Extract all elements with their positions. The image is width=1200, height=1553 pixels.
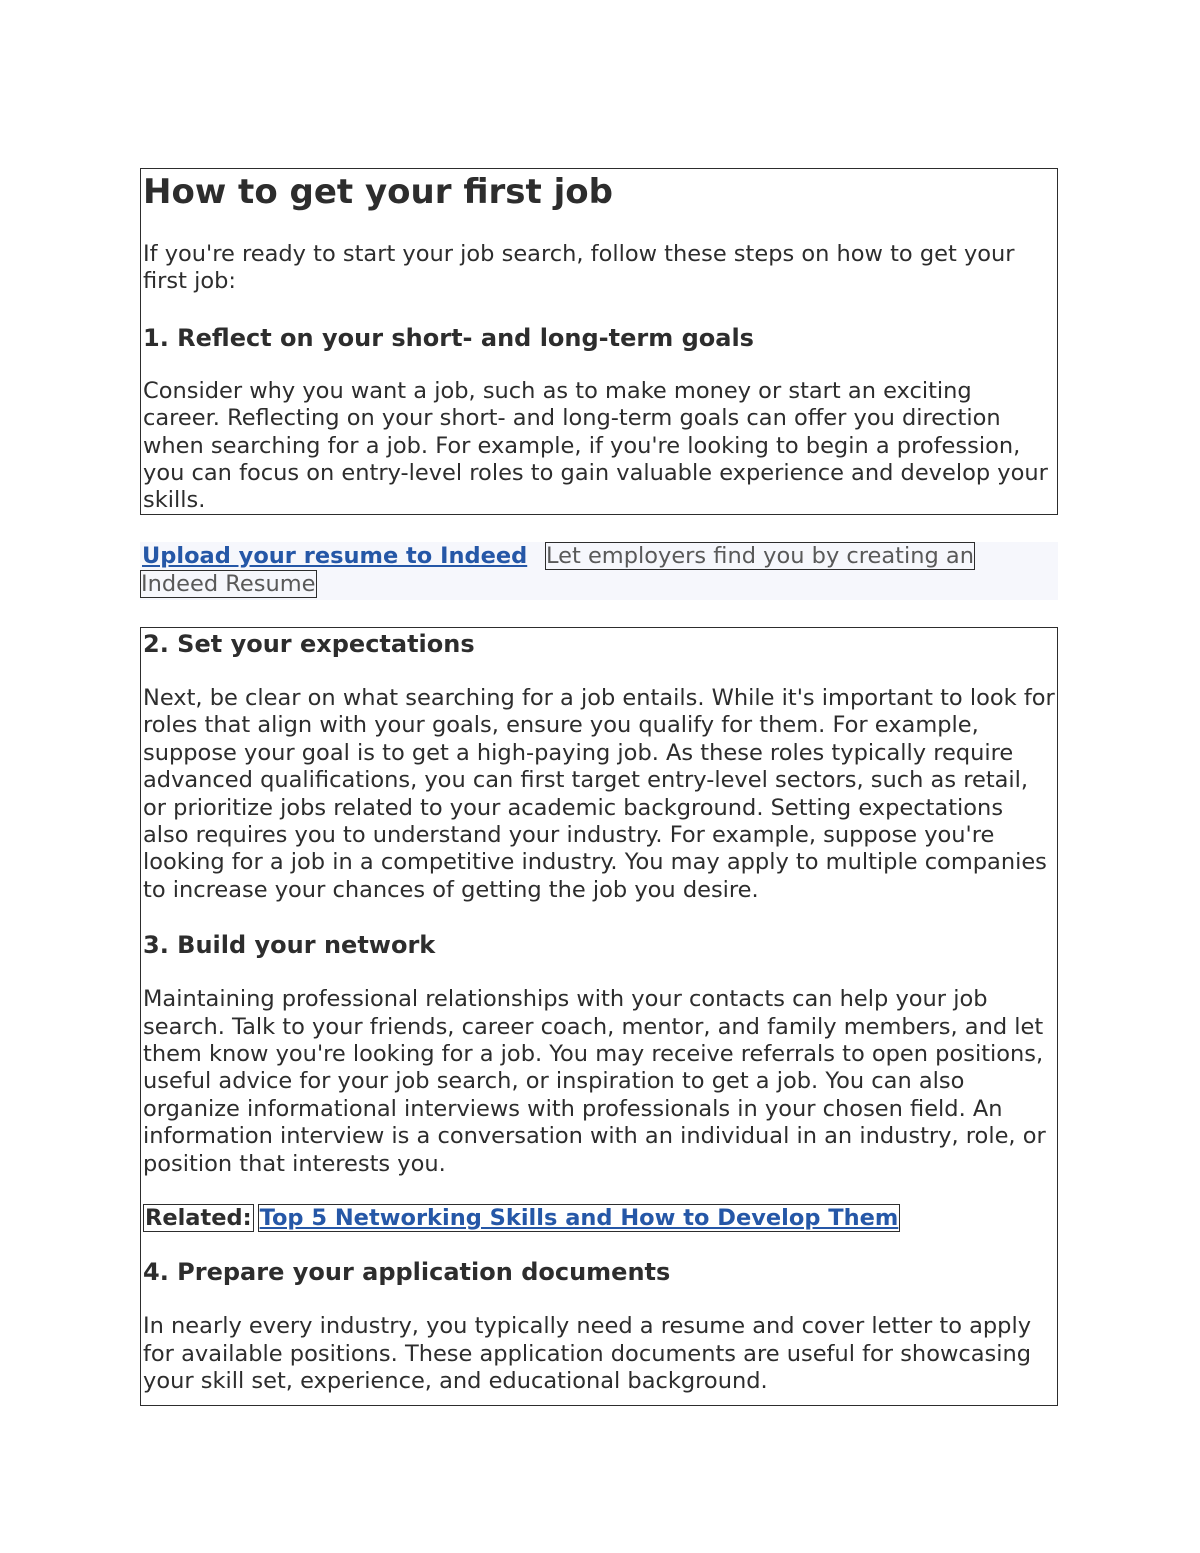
page-title: How to get your first job [143, 172, 613, 212]
upload-resume-link[interactable]: Upload your resume to Indeed [142, 543, 528, 569]
step-1-heading: 1. Reflect on your short- and long-term goals [143, 323, 754, 352]
step-3-body: Maintaining professional relationships with your contacts can help your job search. Talk to your friends, career coach, mentor, and family members, and let them know you're looking for a job. You may receive referrals to open positions, useful advice for your job search, or inspiration to get a job. You can also organize informational interviews with professionals in your chosen field. An information interview is a conversation with an individual in an industry, role, or position that interests you. [143, 986, 1046, 1177]
article-section-2 [140, 627, 1058, 1406]
step-2-heading: 2. Set your expectations [143, 630, 475, 658]
step-4-body: In nearly every industry, you typically need a resume and cover letter to apply for available positions. These application documents are useful for showcasing your skill set, experience, and educational background. [143, 1313, 1032, 1394]
article-section-1 [140, 168, 1058, 515]
intro-paragraph: If you're ready to start your job search, follow these steps on how to get your first job: [143, 241, 1015, 295]
resume-upload-banner [140, 542, 1058, 600]
step-2-body: Next, be clear on what searching for a job entails. While it's important to look for roles that align with your goals, ensure you qualify for them. For example, suppose your goal is to get a high-paying job. As these roles typically require advanced qualifications, you can first target entry-level sectors, such as retail, or prioritize jobs related to your academic background. Setting expectations also requires you to understand your industry. For example, suppose you're looking for a job in a competitive industry. You may apply to multiple companies to increase your chances of getting the job you desire. [143, 685, 1055, 903]
cta-text-line-2: Indeed Resume [141, 571, 316, 597]
step-3-heading: 3. Build your network [143, 931, 436, 960]
step-4-heading: 4. Prepare your application documents [143, 1258, 671, 1287]
related-article-link[interactable]: Top 5 Networking Skills and How to Develop Them [259, 1205, 899, 1232]
step-1-body: Consider why you want a job, such as to make money or start an exciting career. Reflecting on your short- and long-term goals can offer you direction when searching for a job. For example, if you're looking to begin a profession, you can focus on entry-level roles to gain valuable experience and develop your skills. [143, 377, 1048, 514]
related-label: Related: [145, 1205, 252, 1232]
cta-text-line-1: Let employers find you by creating an [546, 543, 974, 569]
related-line [143, 1204, 1055, 1232]
